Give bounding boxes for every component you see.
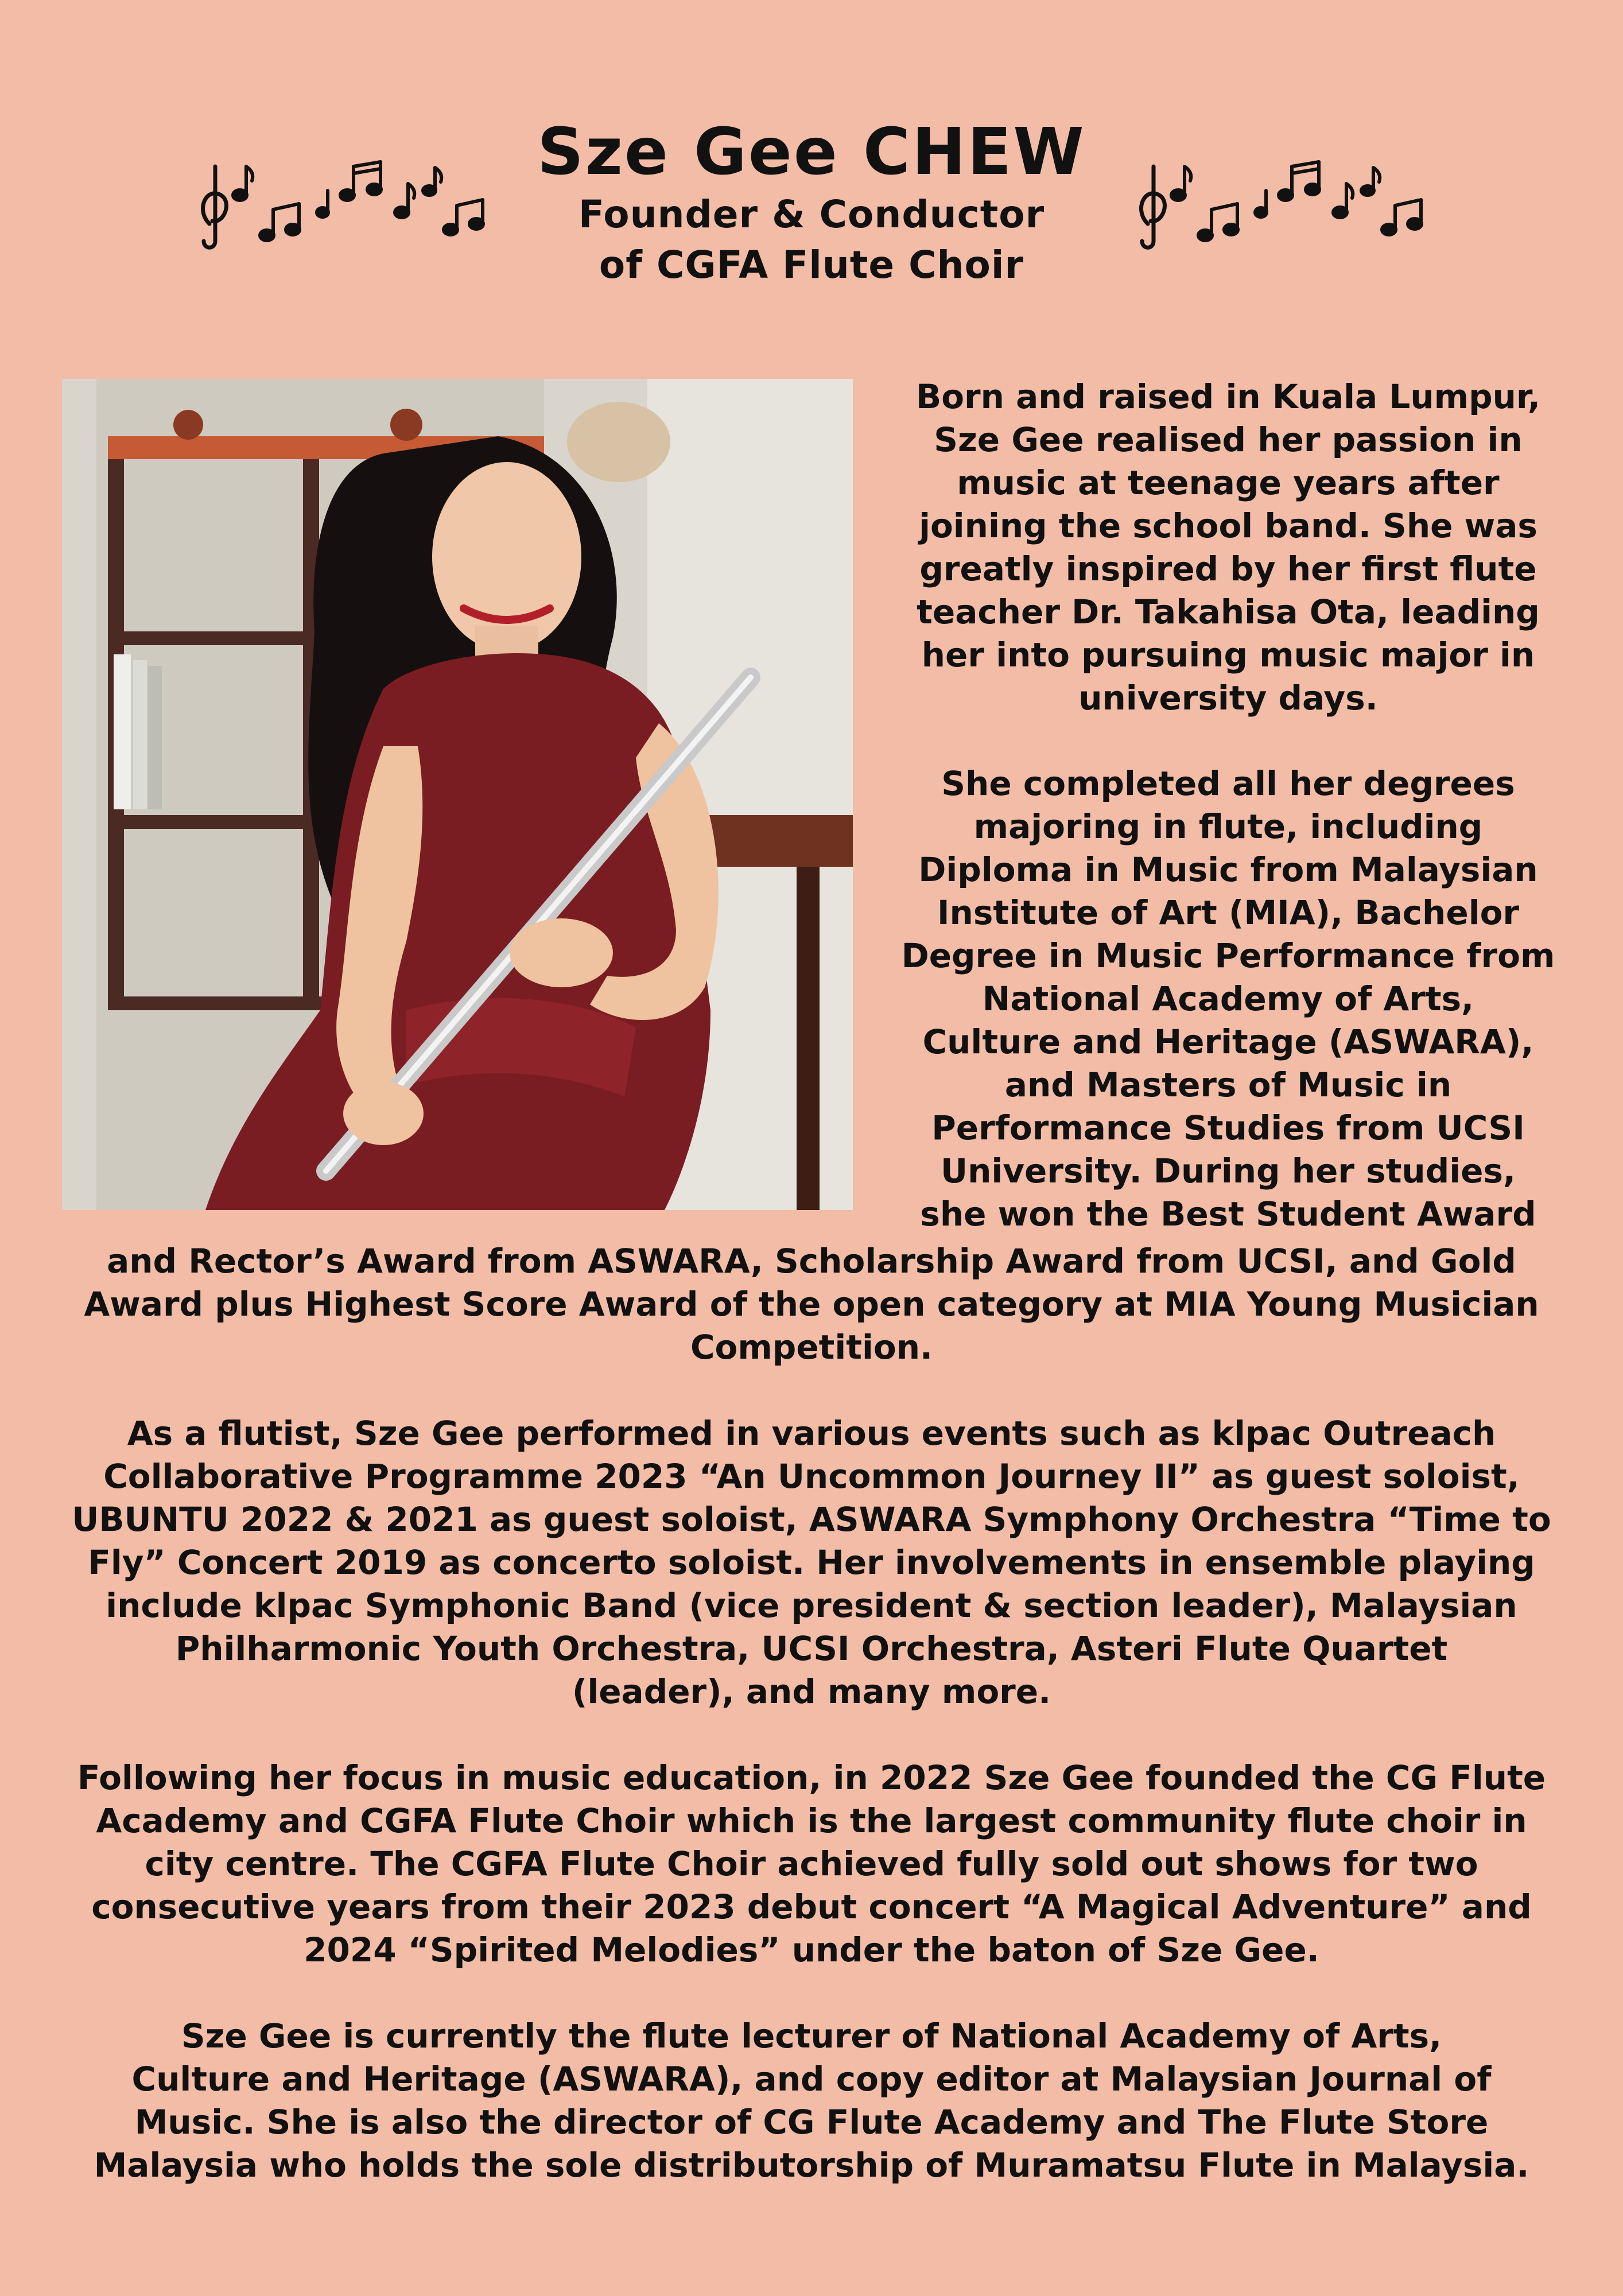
text-line: Fly” Concert 2019 as concerto soloist. Her involvements in ensemble playing	[88, 1543, 1535, 1582]
text-line: music at teenage years after	[957, 463, 1500, 502]
role-line-2: of CGFA Flute Choir	[599, 243, 1024, 287]
text-line: her into pursuing music major in	[921, 635, 1535, 674]
bio-paragraph-3	[57, 1412, 1566, 1713]
text-line: university days.	[1078, 678, 1378, 718]
text-line: majoring in flute, including	[973, 807, 1483, 846]
text-line: Competition.	[690, 1328, 933, 1367]
flutist-portrait	[62, 379, 853, 1210]
text-line: Degree in Music Performance from	[901, 936, 1555, 975]
text-line: and Rector’s Award from ASWARA, Scholarship Award from UCSI, and Gold	[107, 1242, 1516, 1281]
bio-paragraph-1	[884, 375, 1572, 720]
text-line: Award plus Highest Score Award of the open category at MIA Young Musician	[84, 1285, 1539, 1324]
text-line: city centre. The CGFA Flute Choir achieved fully sold out shows for two	[145, 1844, 1478, 1883]
role-line-1: Founder & Conductor	[578, 192, 1045, 236]
text-line: As a flutist, Sze Gee performed in various events such as klpac Outreach	[127, 1414, 1496, 1453]
text-line: greatly inspired by her first flute	[919, 549, 1537, 588]
bio-paragraph-2-continued	[57, 1240, 1566, 1369]
text-line: Malaysia who holds the sole distributorship of Muramatsu Flute in Malaysia.	[94, 2146, 1529, 2185]
text-line: University. During her studies,	[940, 1151, 1516, 1190]
text-line: she won the Best Student Award	[920, 1194, 1536, 1234]
text-line: 2024 “Spirited Melodies” under the baton of Sze Gee.	[304, 1930, 1319, 1969]
music-notes-icon	[1128, 155, 1438, 253]
text-line: teacher Dr. Takahisa Ota, leading	[917, 592, 1540, 631]
text-line: Sze Gee realised her passion in	[934, 420, 1523, 459]
text-line: Collaborative Programme 2023 “An Uncommon Journey II” as guest soloist,	[103, 1457, 1520, 1496]
text-line: include klpac Symphonic Band (vice president & section leader), Malaysian	[106, 1586, 1517, 1625]
bio-paragraph-2	[884, 762, 1572, 1236]
text-line: joining the school band. She was	[919, 506, 1537, 545]
text-line: Music. She is also the director of CG Flute Academy and The Flute Store	[134, 2103, 1489, 2142]
text-line: Following her focus in music education, in 2022 Sze Gee founded the CG Flute	[77, 1758, 1546, 1797]
text-line: and Masters of Music in	[1004, 1065, 1452, 1104]
bio-paragraph-5	[57, 2015, 1566, 2187]
music-notes-icon	[189, 155, 499, 253]
text-line: Culture and Heritage (ASWARA),	[922, 1022, 1534, 1061]
text-line: Culture and Heritage (ASWARA), and copy editor at Malaysian Journal of	[131, 2060, 1492, 2099]
text-line: Performance Studies from UCSI	[931, 1108, 1525, 1147]
page-title: Sze Gee CHEW	[537, 115, 1086, 189]
text-line: Diploma in Music from Malaysian	[918, 850, 1538, 889]
text-line: Academy and CGFA Flute Choir which is the largest community flute choir in	[96, 1801, 1527, 1840]
text-line: consecutive years from their 2023 debut concert “A Magical Adventure” and	[91, 1887, 1532, 1926]
text-line: Born and raised in Kuala Lumpur,	[915, 377, 1540, 416]
text-line: National Academy of Arts,	[982, 979, 1474, 1018]
text-line: (leader), and many more.	[572, 1672, 1051, 1711]
text-line: She completed all her degrees	[941, 764, 1515, 803]
bio-paragraph-4	[57, 1756, 1566, 1972]
text-line: Institute of Art (MIA), Bachelor	[937, 893, 1520, 932]
text-line: Philharmonic Youth Orchestra, UCSI Orchestra, Asteri Flute Quartet	[175, 1629, 1448, 1668]
text-line: UBUNTU 2022 & 2021 as guest soloist, ASWARA Symphony Orchestra “Time to	[72, 1500, 1551, 1539]
text-line: Sze Gee is currently the flute lecturer of National Academy of Arts,	[181, 2016, 1442, 2055]
